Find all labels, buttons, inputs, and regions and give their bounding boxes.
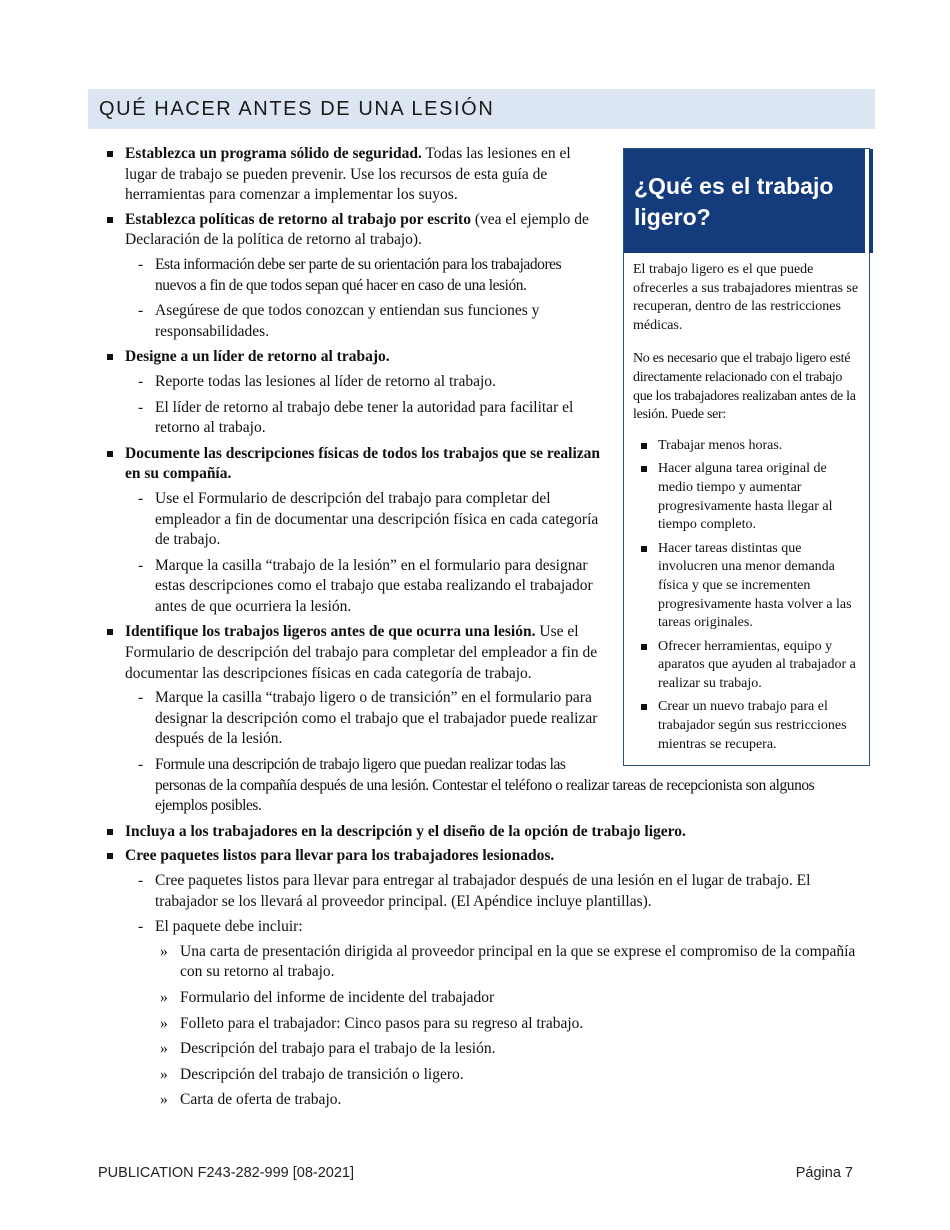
double-chevron-bullet-icon: » (160, 1014, 168, 1032)
dash-bullet-icon: - (138, 372, 144, 390)
package-item: » Descripción del trabajo de transición o ligero. (155, 1065, 870, 1086)
sub-list (125, 871, 870, 1111)
sub-bullet: - Marque la casilla “trabajo ligero o de transición” en el formulario para designar la descripción como el trabajo que el trabajador puede realizar después de la lesión. (138, 689, 598, 748)
square-bullet-icon (107, 451, 113, 457)
square-bullet-icon (107, 151, 113, 157)
sub-bullet: - El líder de retorno al trabajo debe tener la autoridad para facilitar el retorno al trabajo. (138, 398, 574, 437)
sub-bullet: - Use el Formulario de descripción del trabajo para completar del empleador a fin de documentar una descripción física en cada categoría de trabajo. (138, 489, 599, 549)
package-item: » Una carta de presentación dirigida al proveedor principal en la que se exprese el compromiso de la compañía con su retorno al trabajo. (160, 942, 856, 981)
package-item: » Carta de oferta de trabajo. (155, 1090, 870, 1111)
sidebar-list-item: Hacer alguna tarea original de medio tiempo y aumentar progresivamente hasta llegar al tiempo completo. (641, 460, 859, 534)
dash-bullet-icon: - (138, 756, 143, 774)
dash-bullet-icon: - (138, 918, 144, 936)
square-bullet-icon (107, 354, 113, 360)
main-bullet: Establezca políticas de retorno al trabajo por escrito (vea el ejemplo de Declaración de la política de retorno al trabajo). - Esta información debe ser parte de su orientación para los trabajadores nuevos a fin de que todos sepan qué hacer en caso de una lesión. - Asegúrese de que todos conozcan y entiendan sus funciones y responsabilidades. (105, 210, 870, 343)
double-chevron-bullet-icon: » (160, 1040, 168, 1058)
main-content (105, 144, 870, 1116)
dash-bullet-icon: - (138, 872, 144, 889)
package-list (155, 942, 870, 1111)
sidebar-paragraph: El trabajo ligero es el que puede ofrecerles a sus trabajadores mientras se recuperan, dentro de las restricciones médicas. (633, 262, 859, 333)
section-header-band (88, 89, 875, 129)
main-bullet: Incluya a los trabajadores en la descripción y el diseño de la opción de trabajo ligero. (105, 822, 870, 843)
main-bullet-list (105, 144, 870, 1111)
sidebar-paragraph: No es necesario que el trabajo ligero esté directamente relacionado con el trabajo que los trabajadores realizaban antes de la lesión. Puede ser: (633, 351, 856, 423)
sub-bullet: - Asegúrese de que todos conozcan y entiendan sus funciones y responsabilidades. (138, 302, 540, 340)
sub-list (125, 688, 870, 817)
package-item: » Folleto para el trabajador: Cinco pasos para su regreso al trabajo. (155, 1014, 870, 1035)
dash-bullet-icon: - (138, 302, 144, 320)
sidebar-list-item: Ofrecer herramientas, equipo y aparatos que ayuden al trabajador a realizar su trabajo. (641, 638, 859, 694)
square-bullet-icon (107, 853, 113, 859)
sub-bullet: - Cree paquetes listos para llevar para entregar al trabajador después de una lesión en el lugar de trabajo. El trabajador se los llevará al proveedor principal. (El Apéndice incluye plantillas). (138, 872, 811, 910)
dash-bullet-icon: - (138, 489, 144, 507)
double-chevron-bullet-icon: » (160, 1091, 168, 1109)
dash-bullet-icon: - (138, 255, 143, 273)
dash-bullet-icon: - (138, 689, 144, 707)
section-title: QUÉ HACER ANTES DE UNA LESIÓN (99, 98, 495, 120)
package-item: » Formulario del informe de incidente del trabajador (155, 988, 870, 1009)
sub-bullet: - Formule una descripción de trabajo ligero que puedan realizar todas las personas de la compañía después de una lesión. Contestar el teléfono o realizar tareas de recepcionista son algunos ejemplos posibles. (138, 756, 815, 815)
main-bullet: Cree paquetes listos para llevar para los trabajadores lesionados. - Cree paquetes listos para llevar para entregar al trabajador después de una lesión en el lugar de trabajo. El trabajador se los llevará al proveedor principal. (El Apéndice incluye plantillas). - El paquete debe incluir: » Una carta de presentación dirigida al proveedor principal en la que se exprese el compromiso de la compañía con su retorno al trabajo. » Formulario del informe de incidente del trabajador » Folleto para el trabajador: Cinco pasos para su regreso al trabajo. » Descripción del trabajo para el trabajo de la lesión. » Descripción del trabajo de transición o ligero. » Carta de oferta de trabajo. (105, 846, 870, 1111)
double-chevron-bullet-icon: » (160, 942, 168, 960)
sub-list (125, 372, 870, 439)
sub-list (125, 489, 870, 618)
square-bullet-icon (107, 629, 113, 635)
double-chevron-bullet-icon: » (160, 988, 168, 1006)
square-bullet-icon (107, 217, 113, 223)
main-bullet: Designe a un líder de retorno al trabajo. - Reporte todas las lesiones al líder de retorno al trabajo. - El líder de retorno al trabajo debe tener la autoridad para facilitar el retorno al trabajo. (105, 347, 870, 438)
main-bullet: Documente las descripciones físicas de todos los trabajos que se realizan en su compañía. - Use el Formulario de descripción del trabajo para completar del empleador a fin de documentar una descripción física en cada categoría de trabajo. - Marque la casilla “trabajo de la lesión” en el formulario para designar estas descripciones como el trabajo que estaba realizando el trabajador antes de que ocurriera la lesión. (105, 444, 870, 618)
sidebar-list-item: Crear un nuevo trabajo para el trabajador según sus restricciones mientras se recupera. (641, 698, 859, 754)
sub-bullet: - Reporte todas las lesiones al líder de retorno al trabajo. (125, 372, 870, 393)
dash-bullet-icon: - (138, 398, 144, 416)
page-number: Página 7 (795, 1165, 853, 1181)
sub-bullet: - Marque la casilla “trabajo de la lesión” en el formulario para designar estas descripciones como el trabajo que estaba realizando el trabajador antes de que ocurriera la lesión. (138, 556, 593, 615)
sub-list (125, 255, 870, 342)
sub-bullet: - Esta información debe ser parte de su orientación para los trabajadores nuevos a fin de que todos sepan qué hacer en caso de una lesión. (138, 255, 562, 294)
sub-bullet: - El paquete debe incluir: » Una carta de presentación dirigida al proveedor principal en la que se exprese el compromiso de la compañía con su retorno al trabajo. » Formulario del informe de incidente del trabajador » Folleto para el trabajador: Cinco pasos para su regreso al trabajo. » Descripción del trabajo para el trabajo de la lesión. » Descripción del trabajo de transición o ligero. » Carta de oferta de trabajo. (125, 917, 870, 1111)
sidebar-title: ¿Qué es el trabajo ligero? (624, 149, 869, 253)
publication-number: PUBLICATION F243-282-999 [08-2021] (98, 1165, 355, 1181)
main-bullet: Establezca un programa sólido de seguridad. Todas las lesiones en el lugar de trabajo se pueden prevenir. Use los recursos de esta guía de herramientas para comenzar a implementar los suyos. (105, 144, 870, 206)
sidebar-list-item: Hacer tareas distintas que involucren una menor demanda física y que se incrementen progresivamente hasta volver a las tareas originales. (641, 540, 859, 633)
package-item: » Descripción del trabajo para el trabajo de la lesión. (155, 1039, 870, 1060)
sidebar-list-item: Trabajar menos horas. (641, 437, 859, 456)
square-bullet-icon (107, 829, 113, 835)
dash-bullet-icon: - (138, 556, 144, 574)
main-bullet: Identifique los trabajos ligeros antes de que ocurra una lesión. Use el Formulario de descripción del trabajo para completar del empleador a fin de documentar las descripciones físicas en cada categoría de trabajo. - Marque la casilla “trabajo ligero o de transición” en el formulario para designar la descripción como el trabajo que el trabajador puede realizar después de la lesión. - Formule una descripción de trabajo ligero que puedan realizar todas las personas de la compañía después de una lesión. Contestar el teléfono o realizar tareas de recepcionista son algunos ejemplos posibles. (105, 622, 870, 816)
double-chevron-bullet-icon: » (160, 1065, 168, 1083)
